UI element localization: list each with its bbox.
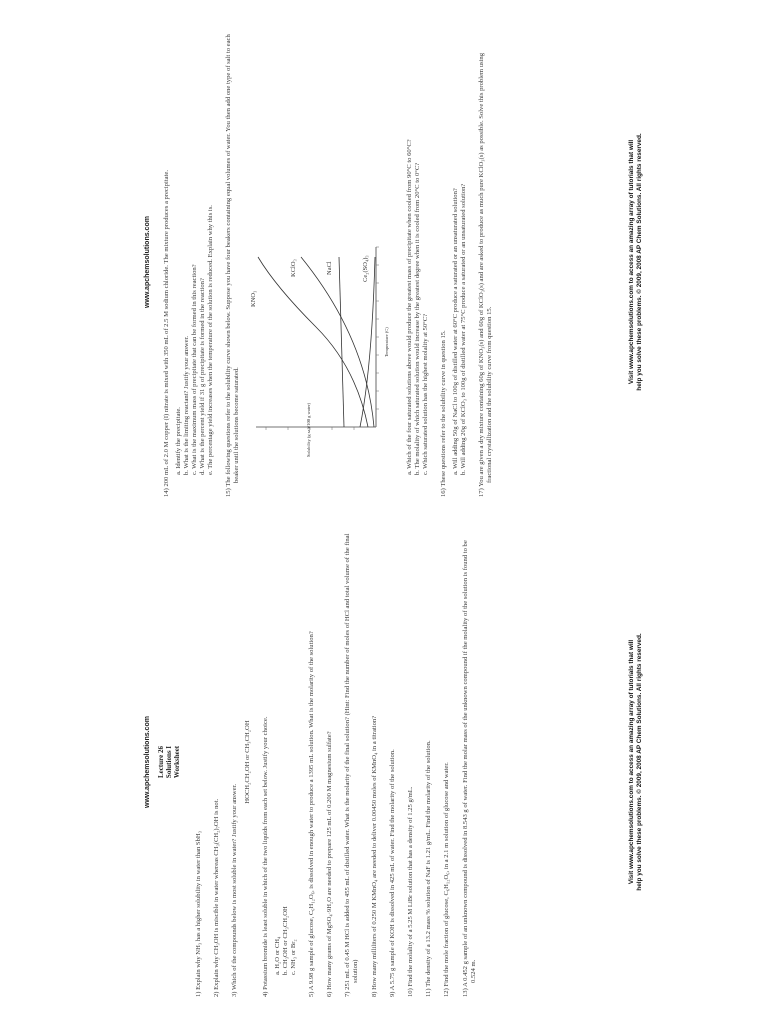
footer-line-1: Visit www.apchemsolutions.com to access an amazing array of tutorials that will xyxy=(628,639,635,885)
question-16: 16) These questions refer to the solubility curve in question 15. xyxy=(439,330,447,497)
question-6: 6) How many grams of MgSO₄·9H₂O are needed to prepare 125 mL of 0.200 M magnesium sulfate? xyxy=(326,731,334,997)
solubility-curve-graph xyxy=(246,237,396,457)
question-15: 15) The following questions refer to the solubility curve shown below. Suppose you have four beakers containing equal volumes of water. You then add one type of salt to each beaker until the solutions become saturated. xyxy=(225,34,241,497)
question-14-c: c. What is the maximum mass of precipitate that can be formed in this reaction? xyxy=(191,264,199,475)
y-axis-label: Solubility (g salt/100 g water) xyxy=(305,403,311,457)
question-4: 4) Potassium bromide is least soluble in which of the two liquids from each set below. Justify your choice. xyxy=(261,716,269,997)
question-15-a: a. Which of the four saturated solutions above would produce the greatest mass of precipitate when cooled from 90°C to 60°C? xyxy=(405,139,413,475)
kclo3-curve xyxy=(301,257,374,427)
kno3-curve xyxy=(258,257,368,427)
kno3-label: KNO₃ xyxy=(249,290,257,307)
solubility-curve-svg xyxy=(246,237,396,457)
question-12: 12) Find the mole fraction of glucose, C₆H₁₂O₆, in a 2.1 m solution of glucose and water. xyxy=(443,762,451,997)
question-9: 9) A 5.75 g sample of KOH is dissolved in 425 mL of water. Find the molarity of the solution. xyxy=(388,749,396,997)
question-13: 13) A 0.452 g sample of an unknown compound is dissolved in 8.543 g of water. Find the molar mass of the unknown compound if the molality of the solution is found to be 0.524 m. xyxy=(461,540,477,997)
question-15-b: b. The molality of which saturated solution would increase by the greatest degree when it is cooled from 20°C to 0°C? xyxy=(413,162,421,475)
question-17: 17) You are given a dry mixture containing 60g of KNO₃(s) and 60g of KClO₃(s) and are asked to produce as much pure KClO₃(s) as possible. Solve this problem using fractional crystallization and the solubility curve from question 15. xyxy=(477,52,494,497)
question-14-d: d. What is the percent yield if 31 g of precipitate is formed in the reaction? xyxy=(199,278,207,475)
nacl-curve xyxy=(339,257,344,427)
question-15-c: c. Which saturated solution has the highest molality at 50°C? xyxy=(421,313,429,475)
question-14-a: a. Identify the precipitate. xyxy=(175,407,183,475)
question-16-a: a. Will adding 50g of NaCl to 100g of distilled water at 60°C produce a saturated or an unsaturated solution? xyxy=(451,188,459,475)
worksheet-title: Worksheet xyxy=(173,745,181,779)
question-14-e: e. The percentage yield increases when the temperature of the solution is reduced. Explain why this is. xyxy=(207,205,215,475)
footer-line-2: help you solve these problems. © 2009, 2008 AP Chem Solutions. All rights reserved. xyxy=(636,133,643,391)
worksheet-page-right xyxy=(134,27,643,497)
nacl-label: NaCl xyxy=(325,261,333,275)
question-3-compounds: HOCH₂CH₂OH or CH₃CH₂OH xyxy=(243,720,251,804)
lecture-title: Lecture 26 xyxy=(157,746,165,778)
question-1: 1) Explain why NH₃ has a higher solubility in water than SbH₃ xyxy=(195,831,202,997)
footer-line-2: help you solve these problems. © 2009, 2008 AP Chem Solutions. All rights reserved. xyxy=(636,633,643,891)
footer-copyright xyxy=(628,27,644,497)
question-4-option-b: b. CH₃OH or CH₃CH₂OH xyxy=(281,906,289,975)
question-14: 14) 200 mL of 2.0 M copper (I) nitrate is mixed with 350 mL of 2.5 M sodium chloride. The mixture produces a precipitate. xyxy=(163,170,170,497)
question-4-option-a: a. H₂O or CH₄ xyxy=(273,936,281,975)
question-5: 5) A 9.98 g sample of glucose, C₆H₁₂O₆, is dissolved in enough water to produce a 1395 mL solution. What is the molarity of the solution? xyxy=(307,631,315,997)
footer-copyright xyxy=(628,527,644,997)
question-10: 10) Find the molality of a 5.25 M LiBr solution that has a density of 1.25 g/mL. xyxy=(407,786,415,997)
ce2so43-curve xyxy=(360,257,375,427)
question-8: 8) How many milliliters of 0.250 M KMnO₄ are needed to deliver 0.00450 moles of KMnO₄ in a titration? xyxy=(370,715,378,997)
question-14-b: b. What is the limiting reactant? Justify your answer. xyxy=(183,335,191,475)
kclo3-label: KClO₃ xyxy=(289,259,297,277)
question-16-b: b. Will adding 20g of KClO₃ to 100g of distilled water at 75°C produce a saturated or an unsaturated solution? xyxy=(459,183,467,475)
footer-line-1: Visit www.apchemsolutions.com to access an amazing array of tutorials that will xyxy=(628,139,635,385)
question-3: 3) Which of the compounds below is most soluble in water? Justify your answer. xyxy=(231,783,239,997)
topic-title: Solutions I xyxy=(165,745,173,779)
ce2so43-label: Ce₂(SO₄)₃ xyxy=(361,255,369,282)
site-header: www.apchemsolutions.com xyxy=(144,716,151,808)
site-header: www.apchemsolutions.com xyxy=(144,216,151,308)
question-11: 11) The density of a 13.2 mass % solution of NaF is 1.21 g/mL. Find the molarity of the solution. xyxy=(425,740,433,997)
worksheet-page-left xyxy=(134,527,643,997)
question-7: 7) 251 mL of 0.45 M HCl is added to 455 mL of distilled water. What is the molarity of the final solution? (Hint: Find the number of moles of HCl and total volume of the final solution) xyxy=(344,533,360,997)
x-axis-label: Temperature (C) xyxy=(383,327,389,357)
question-2: 2) Explain why CH₃OH is miscible in water whereas CH₃(CH₂)₇OH is not. xyxy=(213,798,221,997)
question-4-option-c: c. NH₃ or Br₂ xyxy=(289,939,297,975)
worksheet-title-block xyxy=(157,527,181,997)
